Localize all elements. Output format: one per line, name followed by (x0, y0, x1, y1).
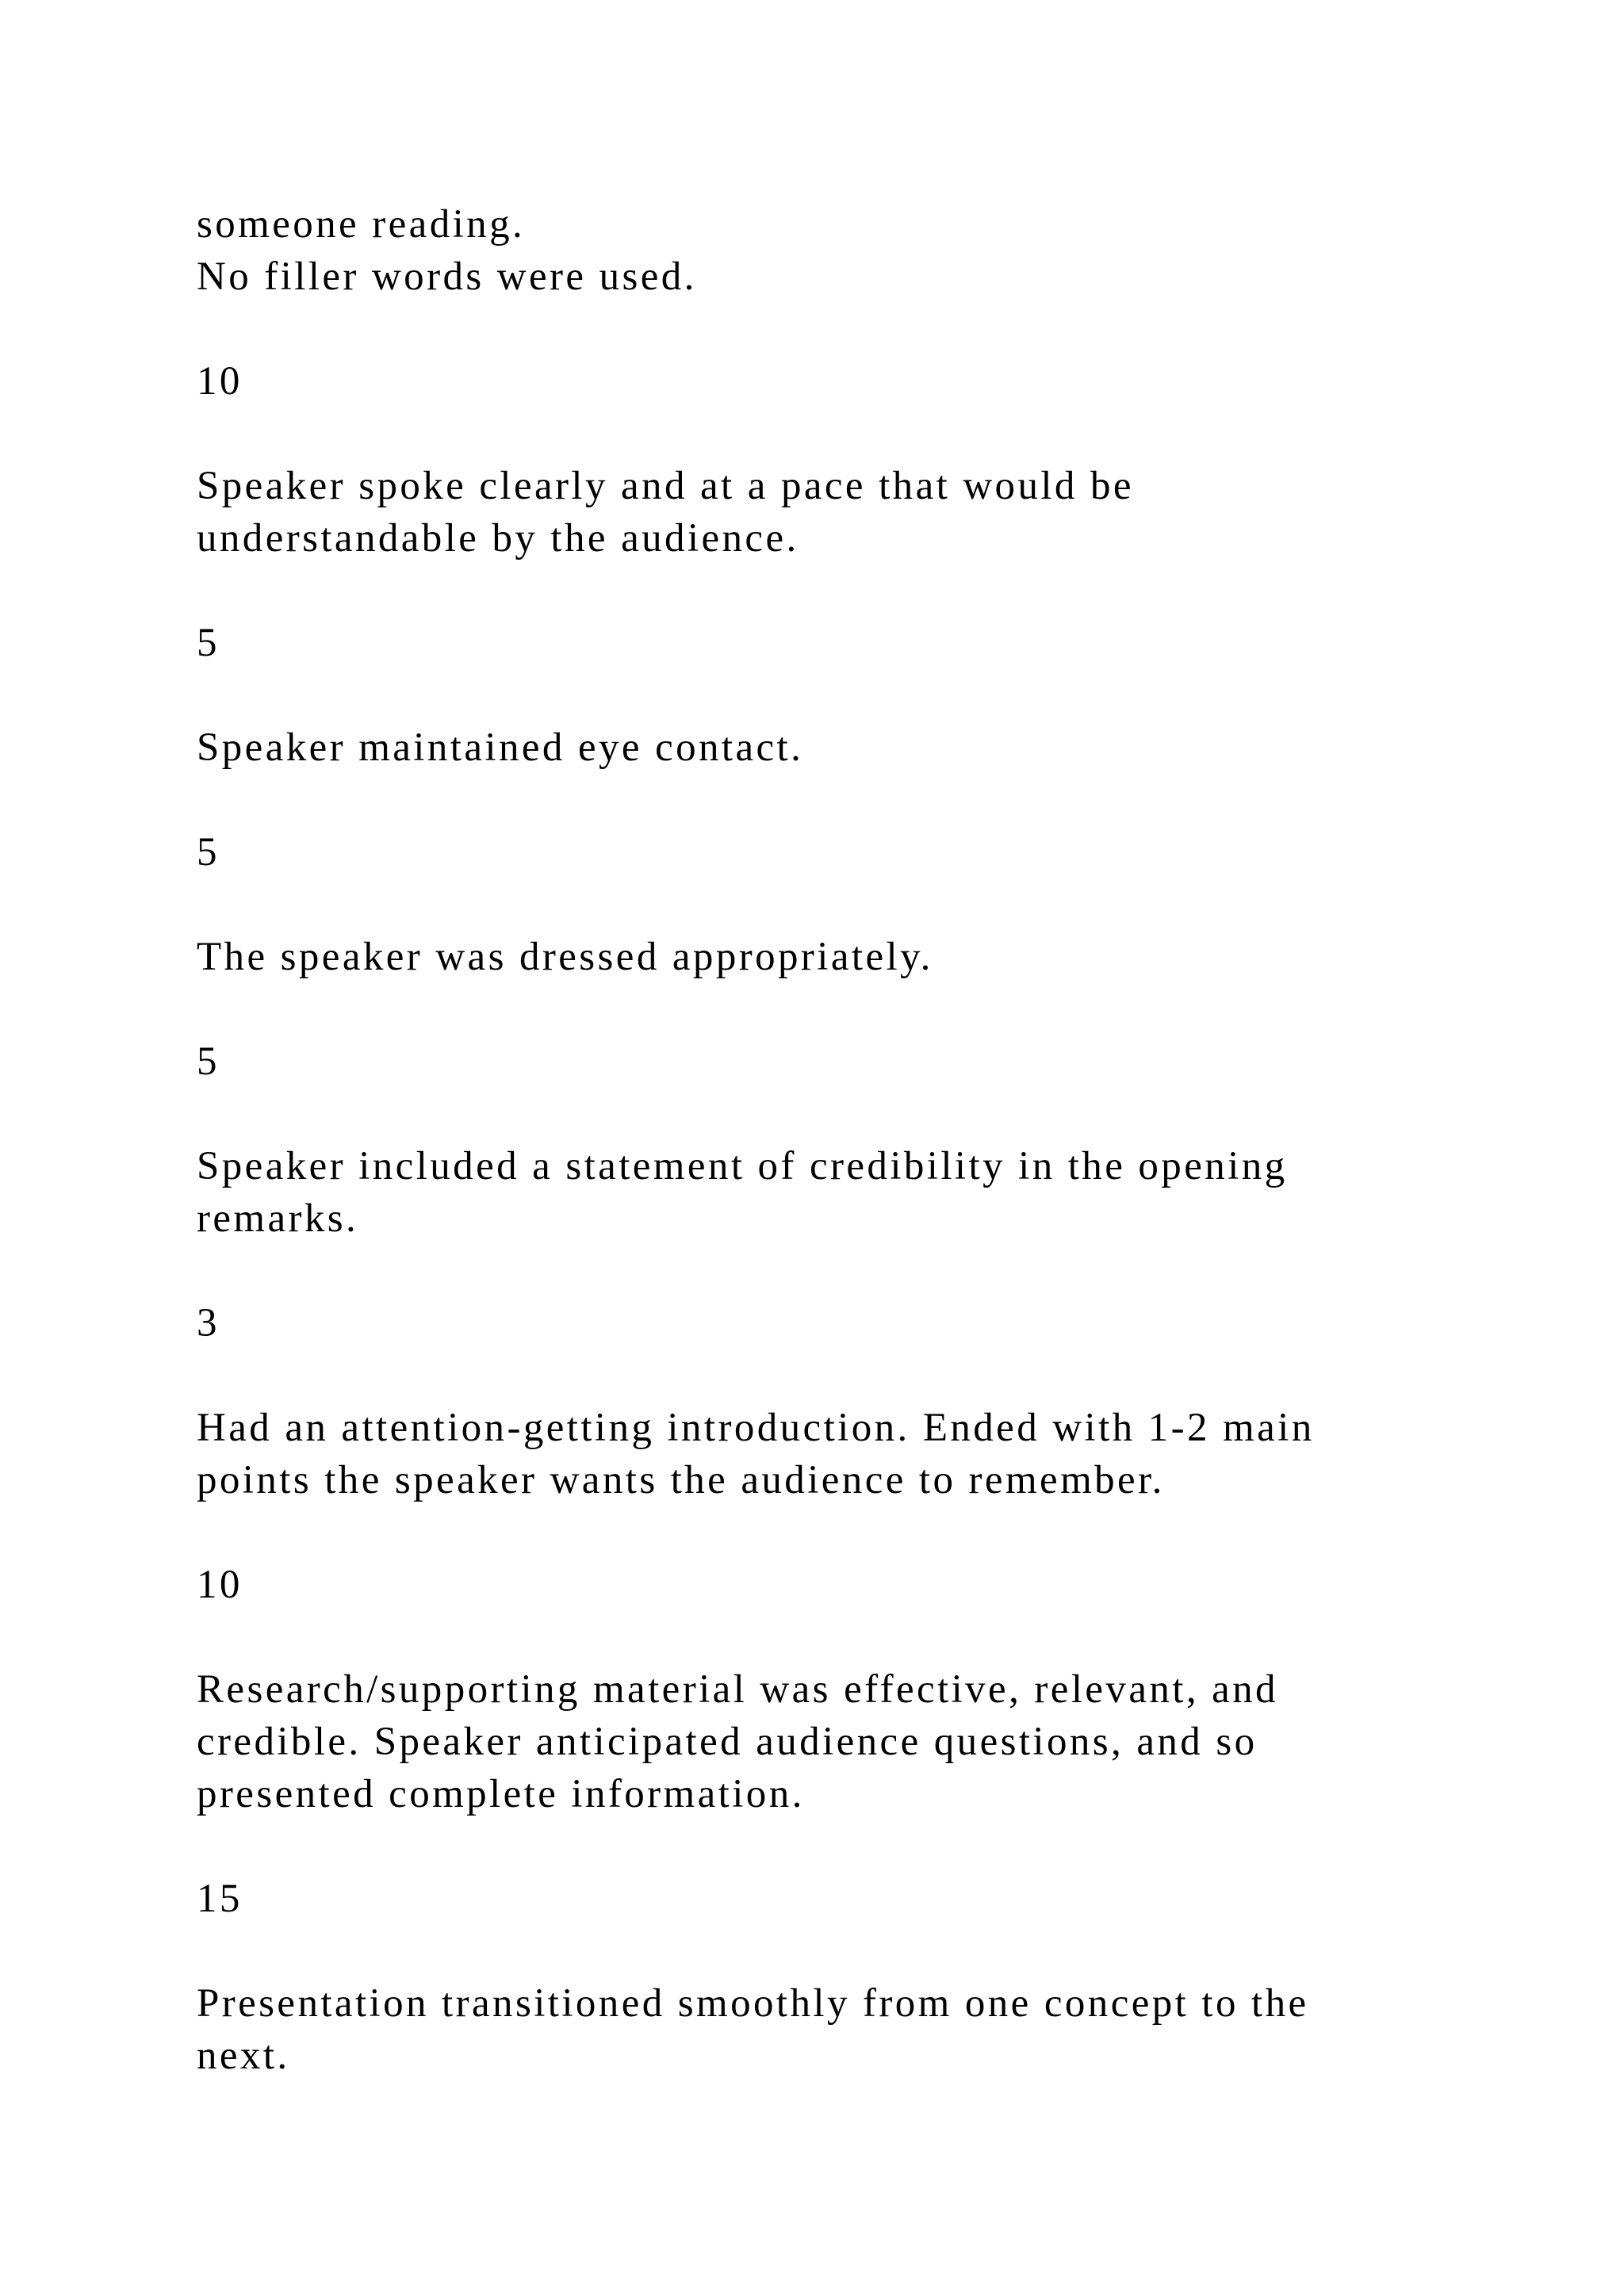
criterion-text: presented complete information. (197, 1772, 805, 1816)
criterion-text: understandable by the audience. (197, 516, 799, 561)
score-value: 10 (197, 1563, 243, 1607)
criterion-text: The speaker was dressed appropriately. (197, 935, 933, 979)
criterion-text: credible. Speaker anticipated audience questions, and so (197, 1720, 1258, 1764)
text-line: someone reading. (197, 202, 526, 247)
score-value: 5 (197, 830, 220, 874)
criterion-text: Had an attention-getting introduction. Ended with 1-2 main (197, 1406, 1315, 1450)
score-value: 3 (197, 1301, 220, 1345)
score-value: 5 (197, 1039, 220, 1084)
criterion-text: Presentation transitioned smoothly from one concept to the (197, 1981, 1309, 2026)
criterion-text: next. (197, 2034, 290, 2078)
score-value: 5 (197, 621, 220, 665)
score-value: 15 (197, 1877, 243, 1921)
score-value: 10 (197, 359, 243, 404)
criterion-text: points the speaker wants the audience to remember. (197, 1458, 1165, 1502)
criterion-text: remarks. (197, 1196, 359, 1241)
text-line: No filler words were used. (197, 254, 697, 299)
criterion-text: Research/supporting material was effective, relevant, and (197, 1667, 1278, 1712)
criterion-text: Speaker spoke clearly and at a pace that would be (197, 464, 1134, 508)
criterion-text: Speaker included a statement of credibility in the opening (197, 1144, 1288, 1188)
criterion-text: Speaker maintained eye contact. (197, 725, 804, 770)
